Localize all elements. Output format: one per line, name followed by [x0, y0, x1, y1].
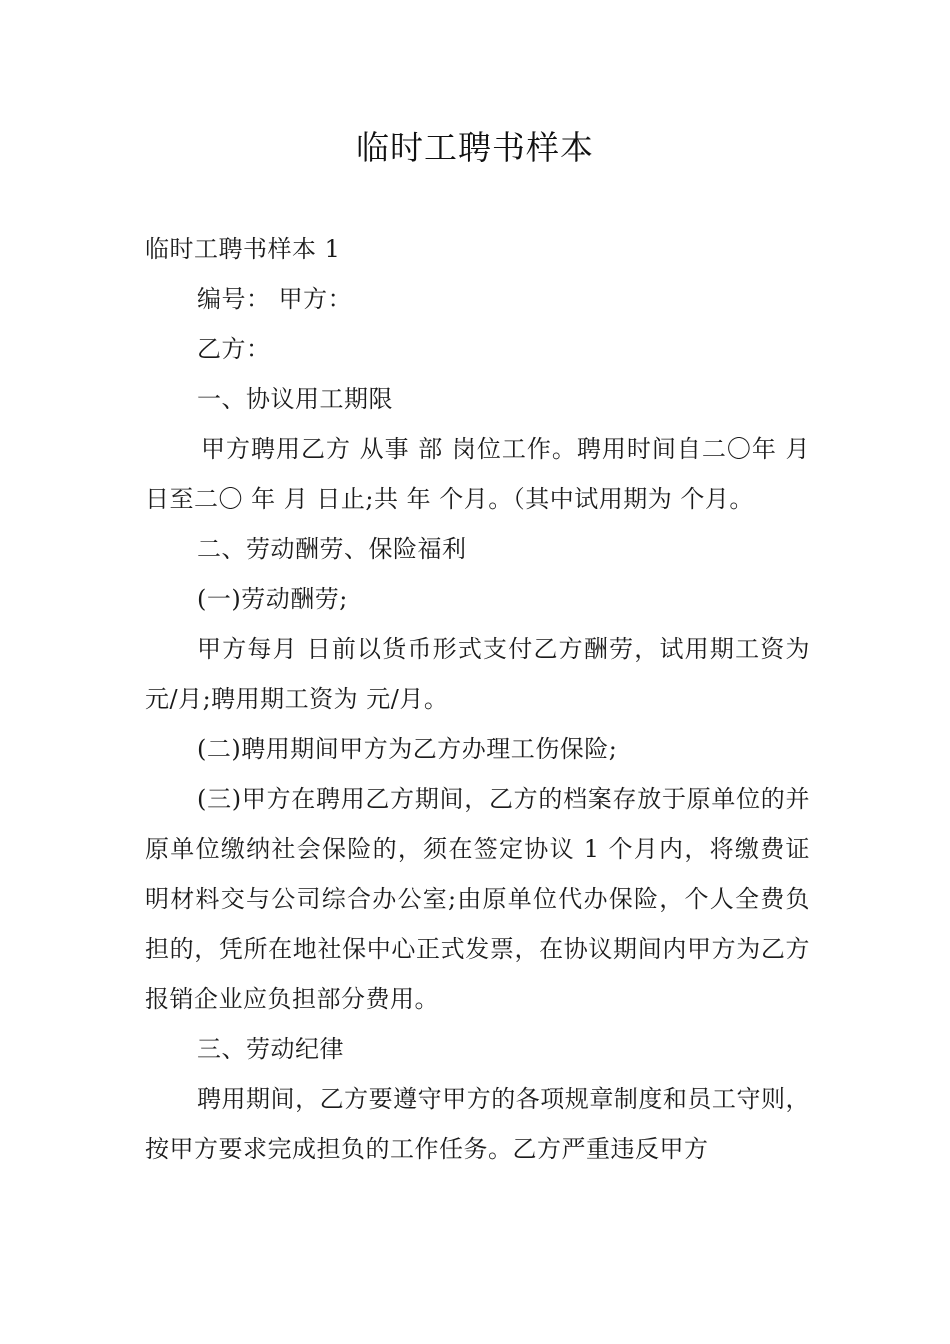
- clause-paragraph-pay: 甲方每月 日前以货币形式支付乙方酬劳，试用期工资为 元/月;聘用期工资为 元/月。: [145, 635, 810, 713]
- document-body: [145, 224, 810, 1174]
- clause-paragraph-discipline: 聘用期间，乙方要遵守甲方的各项规章制度和员工守则，按甲方要求完成担负的工作任务。乙方严重违反甲方: [145, 1085, 810, 1163]
- clause-heading-term: 一、协议用工期限: [197, 385, 393, 413]
- contract-number-party-a: 编号： 甲方：: [197, 285, 353, 313]
- clause-heading-discipline: 三、劳动纪律: [197, 1035, 344, 1063]
- section-heading: 临时工聘书样本 1: [145, 235, 341, 263]
- party-b-line: 乙方：: [197, 335, 271, 363]
- document-title: 临时工聘书样本: [356, 128, 594, 167]
- subclause-pay: (一)劳动酬劳;: [197, 585, 348, 613]
- subclause-social-insurance: (三)甲方在聘用乙方期间，乙方的档案存放于原单位的并原单位缴纳社会保险的，须在签定协议 1 个月内，将缴费证明材料交与公司综合办公室;由原单位代办保险，个人全费负担的，凭所在地社保中心正式发票，在协议期间内甲方为乙方报销企业应负担部分费用。: [145, 785, 810, 1013]
- clause-heading-pay: 二、劳动酬劳、保险福利: [197, 535, 467, 563]
- clause-paragraph-term: 甲方聘用乙方 从事 部 岗位工作。聘用时间自二〇年 月 日至二〇 年 月 日止;共 年 个月。（其中试用期为 个月。: [145, 435, 810, 513]
- subclause-injury-insurance: (二)聘用期间甲方为乙方办理工伤保险;: [197, 735, 618, 763]
